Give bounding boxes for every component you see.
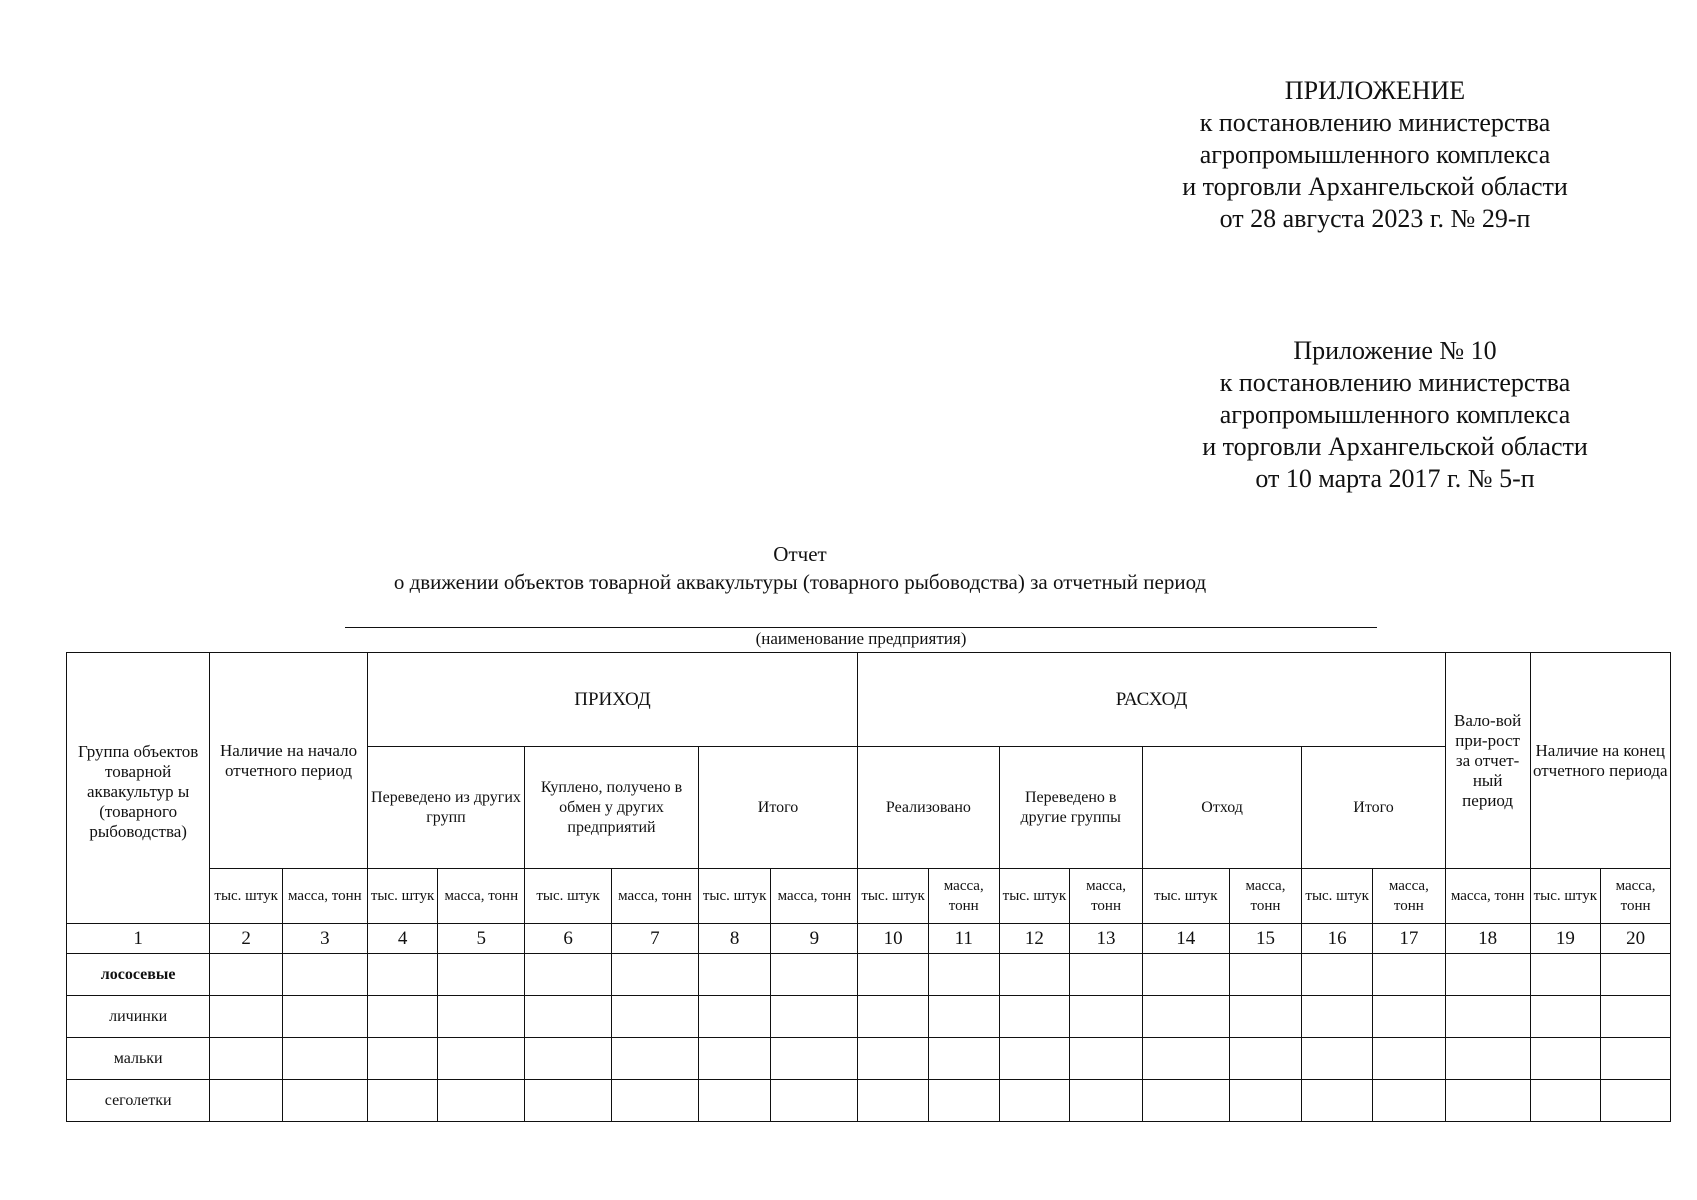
data-cell[interactable] bbox=[1070, 1038, 1143, 1080]
data-cell[interactable] bbox=[1229, 996, 1302, 1038]
data-cell[interactable] bbox=[1142, 996, 1229, 1038]
table-row bbox=[67, 1038, 1671, 1080]
data-cell[interactable] bbox=[282, 954, 367, 996]
data-cell[interactable] bbox=[438, 954, 525, 996]
column-number: 12 bbox=[999, 924, 1070, 954]
section-rashod: РАСХОД bbox=[858, 653, 1445, 747]
subheader-in-bought: Куплено, получено в обмен у других предприятий bbox=[525, 747, 699, 869]
data-cell[interactable] bbox=[1445, 1080, 1530, 1122]
unit-mass: масса, тонн bbox=[771, 869, 858, 924]
column-number: 13 bbox=[1070, 924, 1143, 954]
column-number: 2 bbox=[210, 924, 283, 954]
appendix-header-secondary bbox=[1170, 335, 1620, 495]
data-cell[interactable] bbox=[999, 954, 1070, 996]
data-cell[interactable] bbox=[1142, 954, 1229, 996]
unit-pcs: тыс. штук bbox=[1302, 869, 1373, 924]
data-cell[interactable] bbox=[1601, 954, 1671, 996]
unit-pcs: тыс. штук bbox=[698, 869, 771, 924]
table-body bbox=[67, 954, 1671, 1122]
unit-mass: масса, тонн bbox=[1372, 869, 1445, 924]
header-row-units bbox=[67, 869, 1671, 924]
data-cell[interactable] bbox=[1530, 954, 1601, 996]
col-header-gross-growth: Вало-вой при-рост за отчет-ный период bbox=[1445, 653, 1530, 869]
column-number-row bbox=[67, 924, 1671, 954]
data-cell[interactable] bbox=[928, 996, 999, 1038]
data-cell[interactable] bbox=[1530, 1038, 1601, 1080]
header-line: Приложение № 10 bbox=[1293, 336, 1497, 365]
data-cell[interactable] bbox=[1445, 996, 1530, 1038]
organization-name-line bbox=[345, 627, 1377, 628]
header-row-sections bbox=[67, 653, 1671, 747]
column-number: 5 bbox=[438, 924, 525, 954]
data-cell[interactable] bbox=[282, 996, 367, 1038]
unit-mass: масса, тонн bbox=[1070, 869, 1143, 924]
header-line: от 28 августа 2023 г. № 29-п bbox=[1219, 204, 1531, 233]
header-line: к постановлению министерства bbox=[1199, 108, 1551, 137]
unit-mass: масса, тонн bbox=[282, 869, 367, 924]
data-cell[interactable] bbox=[1229, 1038, 1302, 1080]
subheader-out-transfer: Переведено в другие группы bbox=[999, 747, 1142, 869]
data-cell[interactable] bbox=[771, 1080, 858, 1122]
data-cell[interactable] bbox=[438, 1038, 525, 1080]
data-cell[interactable] bbox=[525, 996, 612, 1038]
data-cell[interactable] bbox=[698, 1080, 771, 1122]
data-cell[interactable] bbox=[858, 1080, 929, 1122]
column-number: 18 bbox=[1445, 924, 1530, 954]
column-number: 16 bbox=[1302, 924, 1373, 954]
unit-pcs: тыс. штук bbox=[525, 869, 612, 924]
data-cell[interactable] bbox=[1142, 1038, 1229, 1080]
header-line: к постановлению министерства bbox=[1219, 368, 1571, 397]
aquaculture-movement-table bbox=[66, 652, 1671, 1122]
unit-mass: масса, тонн bbox=[1229, 869, 1302, 924]
unit-mass: масса, тонн bbox=[612, 869, 699, 924]
data-cell[interactable] bbox=[771, 954, 858, 996]
organization-name-caption: (наименование предприятия) bbox=[755, 629, 967, 648]
data-cell[interactable] bbox=[282, 1038, 367, 1080]
data-cell[interactable] bbox=[525, 954, 612, 996]
table-row bbox=[67, 996, 1671, 1038]
column-number: 10 bbox=[858, 924, 929, 954]
data-cell[interactable] bbox=[1445, 1038, 1530, 1080]
unit-pcs: тыс. штук bbox=[1530, 869, 1601, 924]
data-cell[interactable] bbox=[771, 1038, 858, 1080]
subheader-out-total: Итого bbox=[1302, 747, 1445, 869]
subheader-out-loss: Отход bbox=[1142, 747, 1301, 869]
data-cell[interactable] bbox=[928, 1038, 999, 1080]
data-cell[interactable] bbox=[858, 1038, 929, 1080]
data-cell[interactable] bbox=[612, 1038, 699, 1080]
data-cell[interactable] bbox=[1070, 1080, 1143, 1122]
column-number: 8 bbox=[698, 924, 771, 954]
data-cell[interactable] bbox=[1070, 996, 1143, 1038]
column-number: 7 bbox=[612, 924, 699, 954]
data-cell[interactable] bbox=[612, 1080, 699, 1122]
data-cell[interactable] bbox=[928, 954, 999, 996]
data-cell[interactable] bbox=[1372, 954, 1445, 996]
data-cell[interactable] bbox=[210, 1038, 283, 1080]
data-cell[interactable] bbox=[858, 996, 929, 1038]
unit-pcs: тыс. штук bbox=[367, 869, 438, 924]
data-cell[interactable] bbox=[367, 954, 438, 996]
col-header-end-balance: Наличие на конец отчетного периода bbox=[1530, 653, 1670, 869]
data-cell[interactable] bbox=[1601, 1080, 1671, 1122]
data-cell[interactable] bbox=[1070, 954, 1143, 996]
column-number: 4 bbox=[367, 924, 438, 954]
row-label: мальки bbox=[67, 1038, 210, 1080]
column-number: 14 bbox=[1142, 924, 1229, 954]
data-cell[interactable] bbox=[612, 996, 699, 1038]
data-cell[interactable] bbox=[1302, 996, 1373, 1038]
data-cell[interactable] bbox=[698, 996, 771, 1038]
col-header-group bbox=[67, 653, 210, 924]
header-line: ПРИЛОЖЕНИЕ bbox=[1284, 76, 1466, 105]
data-cell[interactable] bbox=[858, 954, 929, 996]
report-title-main: Отчет bbox=[773, 542, 827, 566]
data-cell[interactable] bbox=[1302, 954, 1373, 996]
data-cell[interactable] bbox=[999, 1038, 1070, 1080]
data-cell[interactable] bbox=[1229, 1080, 1302, 1122]
data-cell[interactable] bbox=[210, 1080, 283, 1122]
report-title-subtitle: о движении объектов товарной аквакультуры (товарного рыбоводства) за отчетный период bbox=[393, 570, 1207, 594]
column-number: 17 bbox=[1372, 924, 1445, 954]
column-number: 20 bbox=[1601, 924, 1671, 954]
data-cell[interactable] bbox=[1229, 954, 1302, 996]
data-cell[interactable] bbox=[367, 1080, 438, 1122]
data-cell[interactable] bbox=[698, 954, 771, 996]
column-number: 3 bbox=[282, 924, 367, 954]
unit-pcs: тыс. штук bbox=[999, 869, 1070, 924]
header-line: агропромышленного комплекса bbox=[1199, 140, 1551, 169]
data-cell[interactable] bbox=[612, 954, 699, 996]
header-line: от 10 марта 2017 г. № 5-п bbox=[1255, 464, 1535, 493]
row-label: лососевые bbox=[67, 954, 210, 996]
subheader-out-sold: Реализовано bbox=[858, 747, 999, 869]
row-label: сеголетки bbox=[67, 1080, 210, 1122]
unit-mass: масса, тонн bbox=[1601, 869, 1671, 924]
data-cell[interactable] bbox=[367, 996, 438, 1038]
column-number: 1 bbox=[67, 924, 210, 954]
table-row bbox=[67, 954, 1671, 996]
data-cell[interactable] bbox=[999, 996, 1070, 1038]
data-cell[interactable] bbox=[282, 1080, 367, 1122]
data-cell[interactable] bbox=[1142, 1080, 1229, 1122]
data-cell[interactable] bbox=[1302, 1038, 1373, 1080]
header-line: и торговли Архангельской области bbox=[1202, 432, 1588, 461]
column-number: 11 bbox=[928, 924, 999, 954]
header-line: агропромышленного комплекса bbox=[1219, 400, 1571, 429]
data-cell[interactable] bbox=[771, 996, 858, 1038]
unit-pcs: тыс. штук bbox=[1142, 869, 1229, 924]
data-cell[interactable] bbox=[1372, 996, 1445, 1038]
column-number: 15 bbox=[1229, 924, 1302, 954]
data-cell[interactable] bbox=[1372, 1038, 1445, 1080]
unit-pcs: тыс. штук bbox=[210, 869, 283, 924]
col-header-start-balance: Наличие на начало отчетного период bbox=[210, 653, 367, 869]
unit-pcs: тыс. штук bbox=[858, 869, 929, 924]
data-cell[interactable] bbox=[525, 1080, 612, 1122]
column-number: 6 bbox=[525, 924, 612, 954]
unit-mass: масса, тонн bbox=[928, 869, 999, 924]
report-title bbox=[300, 540, 1300, 596]
column-number: 19 bbox=[1530, 924, 1601, 954]
data-cell[interactable] bbox=[1372, 1080, 1445, 1122]
header-line: и торговли Архангельской области bbox=[1182, 172, 1568, 201]
data-cell[interactable] bbox=[1530, 996, 1601, 1038]
data-cell[interactable] bbox=[438, 996, 525, 1038]
data-cell[interactable] bbox=[928, 1080, 999, 1122]
data-cell[interactable] bbox=[1530, 1080, 1601, 1122]
subheader-in-transfer: Переведено из других групп bbox=[367, 747, 524, 869]
section-prihod: ПРИХОД bbox=[367, 653, 858, 747]
data-cell[interactable] bbox=[210, 954, 283, 996]
column-number: 9 bbox=[771, 924, 858, 954]
table-row bbox=[67, 1080, 1671, 1122]
data-cell[interactable] bbox=[438, 1080, 525, 1122]
data-cell[interactable] bbox=[698, 1038, 771, 1080]
row-label: личинки bbox=[67, 996, 210, 1038]
data-cell[interactable] bbox=[1445, 954, 1530, 996]
data-cell[interactable] bbox=[525, 1038, 612, 1080]
data-cell[interactable] bbox=[367, 1038, 438, 1080]
unit-mass: масса, тонн bbox=[438, 869, 525, 924]
appendix-header-primary bbox=[1150, 75, 1600, 235]
subheader-in-total: Итого bbox=[698, 747, 858, 869]
data-cell[interactable] bbox=[210, 996, 283, 1038]
data-cell[interactable] bbox=[1601, 1038, 1671, 1080]
unit-mass: масса, тонн bbox=[1445, 869, 1530, 924]
data-cell[interactable] bbox=[999, 1080, 1070, 1122]
data-cell[interactable] bbox=[1302, 1080, 1373, 1122]
col-header-group-label: Группа объектов товарной аквакультур ы (товарного рыбоводства) bbox=[77, 742, 199, 841]
data-cell[interactable] bbox=[1601, 996, 1671, 1038]
